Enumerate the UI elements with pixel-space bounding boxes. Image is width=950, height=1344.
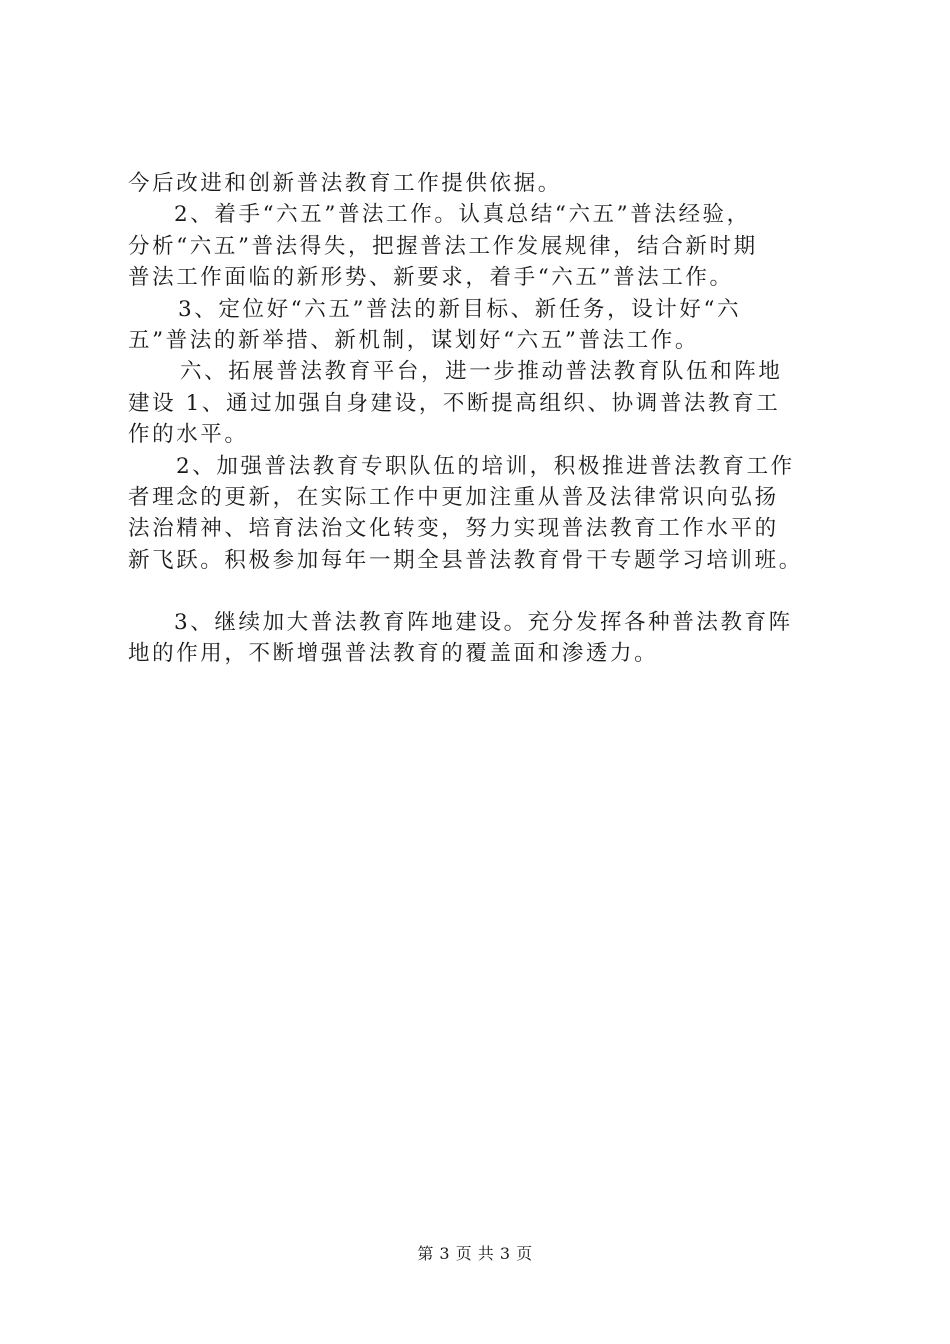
paragraph-continuation	[128, 168, 828, 199]
text-line: 者理念的更新，在实际工作中更加注重从普及法律常识向弘扬	[128, 484, 779, 510]
text-line: 建设 1、通过加强自身建设，不断提高组织、协调普法教育工	[128, 390, 781, 416]
paragraph-item-2-liuwu	[128, 199, 828, 293]
page-number-footer: 第 3 页 共 3 页	[417, 1244, 533, 1263]
paragraph-item-2-peixun	[128, 451, 828, 577]
text-line: 3、定位好“六五”普法的新目标、新任务，设计好“六	[178, 296, 742, 322]
document-body	[128, 168, 828, 670]
text-line: 2、着手“六五”普法工作。认真总结“六五”普法经验，	[174, 202, 751, 228]
paragraph-section-6	[128, 356, 828, 450]
text-line: 分析“六五”普法得失，把握普法工作发展规律，结合新时期	[128, 233, 758, 259]
paragraph-gap	[128, 576, 828, 607]
text-line: 2、加强普法教育专职队伍的培训，积极推进普法教育工作	[176, 453, 795, 479]
text-line: 新飞跃。积极参加每年一期全县普法教育骨干专题学习培训班。	[128, 547, 803, 573]
text-line: 普法工作面临的新形势、新要求，着手“六五”普法工作。	[128, 265, 734, 291]
text-line: 地的作用，不断增强普法教育的覆盖面和渗透力。	[128, 641, 659, 667]
paragraph-item-3-zhendi	[128, 607, 828, 670]
text-line: 法治精神、培育法治文化转变，努力实现普法教育工作水平的	[128, 516, 779, 542]
text-line: 今后改进和创新普法教育工作提供依据。	[128, 171, 562, 196]
text-line: 六、拓展普法教育平台，进一步推动普法教育队伍和阵地	[180, 359, 783, 385]
text-line: 五”普法的新举措、新机制，谋划好“六五”普法工作。	[128, 327, 699, 353]
text-line: 作的水平。	[128, 422, 249, 448]
paragraph-item-3-dingwei	[128, 294, 828, 357]
text-line: 3、继续加大普法教育阵地建设。充分发挥各种普法教育阵	[174, 610, 793, 636]
